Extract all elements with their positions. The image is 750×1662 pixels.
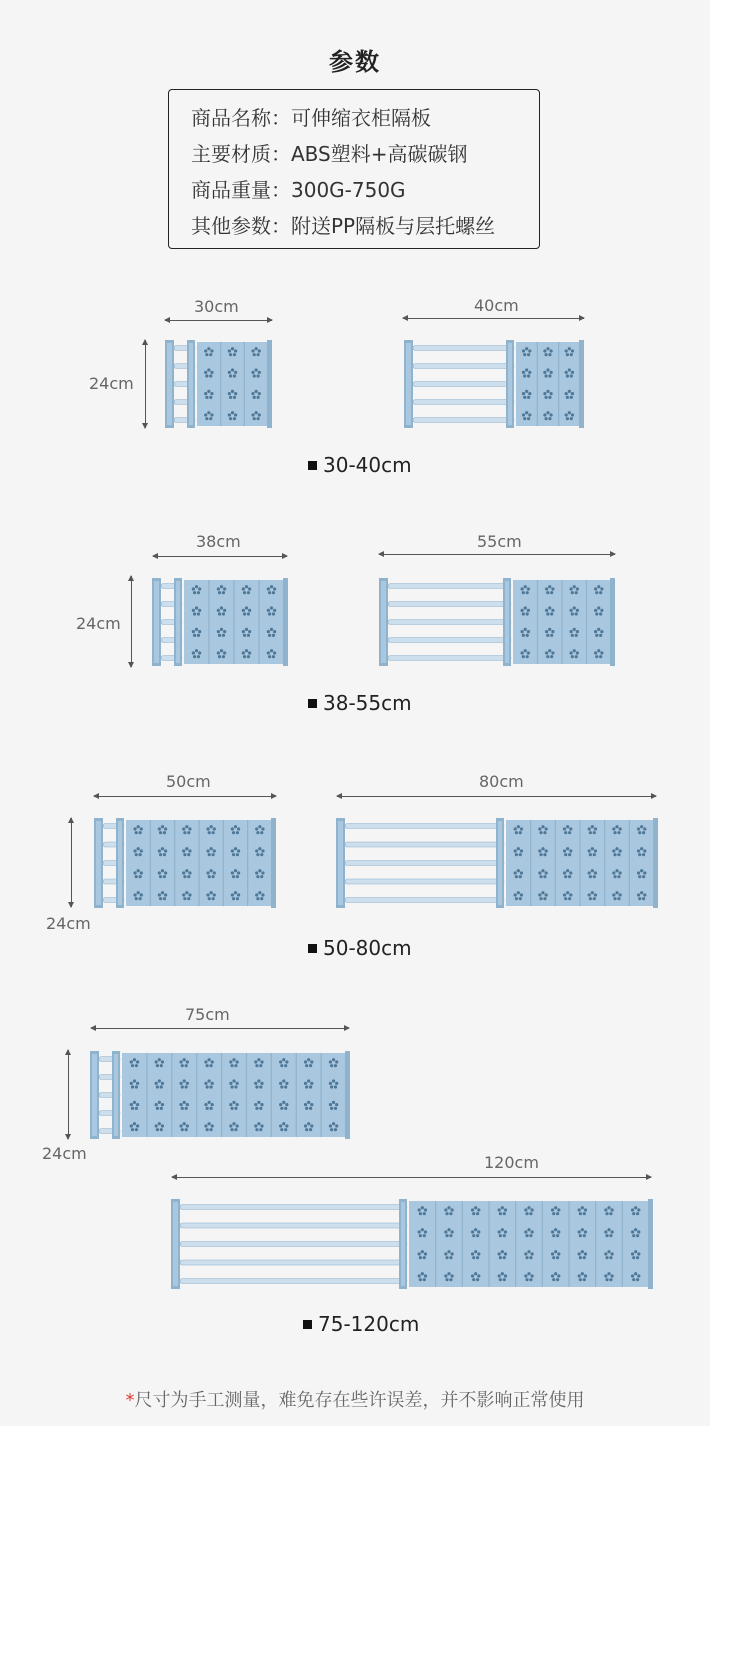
- spec-row-weight: 商品重量：300G-750G: [191, 178, 406, 202]
- spec-box: [168, 89, 540, 249]
- range-label: 38-55cm: [308, 691, 412, 715]
- square-bullet-icon: [308, 699, 317, 708]
- note-text: 尺寸为手工测量，难免存在些许误差，并不影响正常使用: [134, 1390, 585, 1411]
- width-arrow: [337, 796, 656, 797]
- width-label-max: 55cm: [477, 532, 522, 551]
- shelf-extended-image: [379, 578, 615, 666]
- height-label: 24cm: [76, 614, 121, 633]
- range-label: 75-120cm: [303, 1312, 419, 1336]
- shelf-extended-image: [171, 1199, 653, 1289]
- width-label-min: 30cm: [194, 297, 239, 316]
- spec-row-material: 主要材质：ABS塑料+高碳碳钢: [191, 142, 468, 166]
- height-arrow: [131, 576, 132, 667]
- spec-row-name: 商品名称：可伸缩衣柜隔板: [191, 106, 431, 130]
- height-label: 24cm: [42, 1144, 87, 1163]
- shelf-extended-image: [404, 340, 584, 428]
- height-label: 24cm: [46, 914, 91, 933]
- width-label-min: 50cm: [166, 772, 211, 791]
- shelf-collapsed-image: [94, 818, 276, 908]
- width-arrow: [153, 556, 287, 557]
- square-bullet-icon: [303, 1320, 312, 1329]
- height-arrow: [145, 340, 146, 428]
- width-arrow: [403, 318, 584, 319]
- shelf-collapsed-image: [165, 340, 272, 428]
- page-title: 参数: [329, 48, 381, 76]
- shelf-collapsed-image: [90, 1051, 350, 1139]
- measurement-note: [0, 1386, 710, 1412]
- note-star: *: [125, 1390, 135, 1411]
- width-label-min: 38cm: [196, 532, 241, 551]
- range-label: 50-80cm: [308, 936, 412, 960]
- width-arrow: [379, 554, 615, 555]
- width-label-max: 80cm: [479, 772, 524, 791]
- width-label-min: 75cm: [185, 1005, 230, 1024]
- width-arrow: [172, 1177, 651, 1178]
- spec-row-other: 其他参数：附送PP隔板与层托螺丝: [191, 214, 496, 238]
- square-bullet-icon: [308, 944, 317, 953]
- height-arrow: [68, 1050, 69, 1139]
- width-arrow: [165, 320, 272, 321]
- height-label: 24cm: [89, 374, 134, 393]
- height-arrow: [71, 818, 72, 907]
- shelf-extended-image: [336, 818, 658, 908]
- width-arrow: [94, 796, 276, 797]
- range-label: 30-40cm: [308, 453, 412, 477]
- square-bullet-icon: [308, 461, 317, 470]
- width-label-max: 40cm: [474, 296, 519, 315]
- width-arrow: [91, 1028, 349, 1029]
- width-label-max: 120cm: [484, 1153, 539, 1172]
- shelf-collapsed-image: [152, 578, 288, 666]
